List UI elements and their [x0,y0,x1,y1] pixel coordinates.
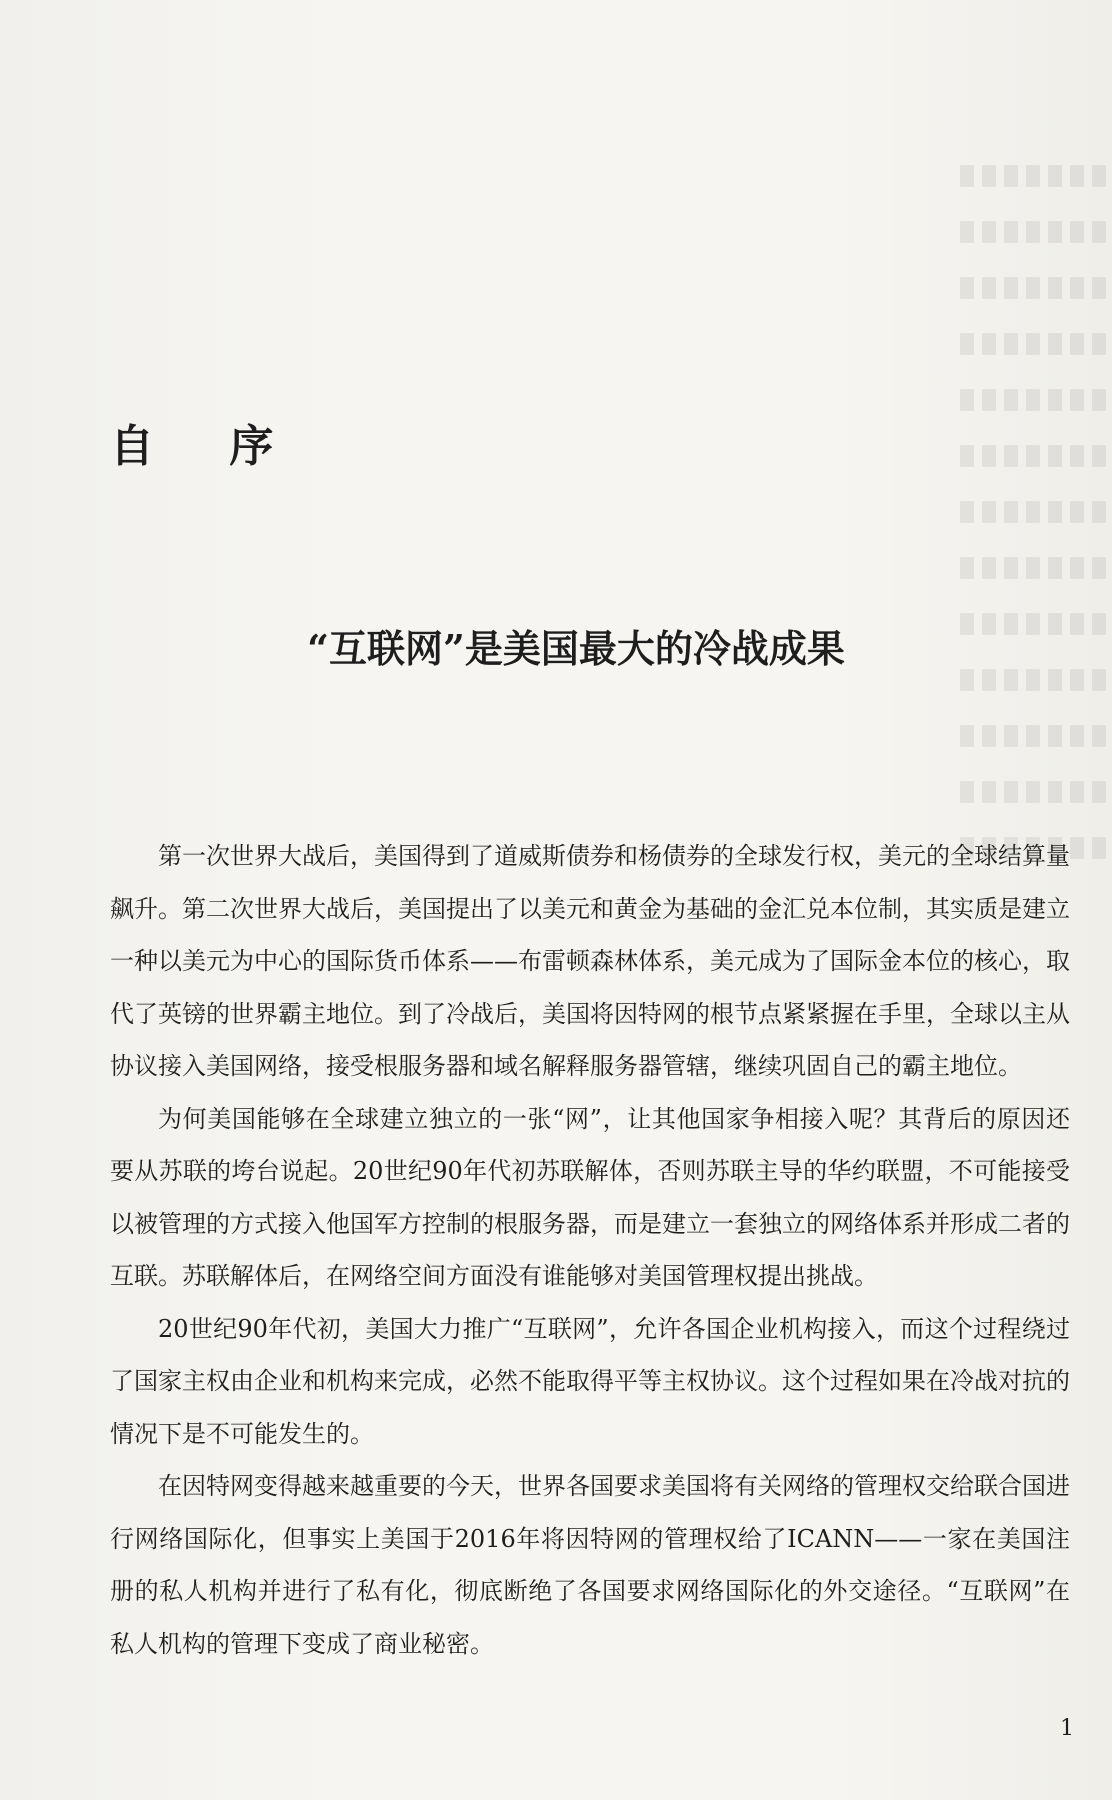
paragraph-1: 第一次世界大战后，美国得到了道威斯债券和杨债券的全球发行权，美元的全球结算量飙升。第二次世界大战后，美国提出了以美元和黄金为基础的金汇兑本位制，其实质是建立一种以美元为中心的国际货币体系——布雷顿森林体系，美元成为了国际金本位的核心，取代了英镑的世界霸主地位。到了冷战后，美国将因特网的根节点紧紧握在手里，全球以主从协议接入美国网络，接受根服务器和域名解释服务器管辖，继续巩固自己的霸主地位。 [110,842,1070,1080]
paragraph-4: 在因特网变得越来越重要的今天，世界各国要求美国将有关网络的管理权交给联合国进行网络国际化，但事实上美国于2016年将因特网的管理权给了ICANN——一家在美国注册的私人机构并进行了私有化，彻底断绝了各国要求网络国际化的外交途径。“互联网”在私人机构的管理下变成了商业秘密。 [110,1472,1070,1658]
body-text [110,830,1070,1670]
paragraph-3: 20世纪90年代初，美国大力推广“互联网”，允许各国企业机构接入，而这个过程绕过了国家主权由企业和机构来完成，必然不能取得平等主权协议。这个过程如果在冷战对抗的情况下是不可能发生的。 [110,1314,1070,1448]
paragraph-2: 为何美国能够在全球建立独立的一张“网”，让其他国家争相接入呢？其背后的原因还要从苏联的垮台说起。20世纪90年代初苏联解体，否则苏联主导的华约联盟，不可能接受以被管理的方式接入他国军方控制的根服务器，而是建立一套独立的网络体系并形成二者的互联。苏联解体后，在网络空间方面没有谁能够对美国管理权提出挑战。 [110,1104,1070,1290]
chapter-title: “互联网”是美国最大的冷战成果 [307,626,845,671]
section-heading: 自 序 [110,421,304,472]
page-number: 1 [1060,1716,1074,1741]
bleed-through-texture [960,150,1112,900]
